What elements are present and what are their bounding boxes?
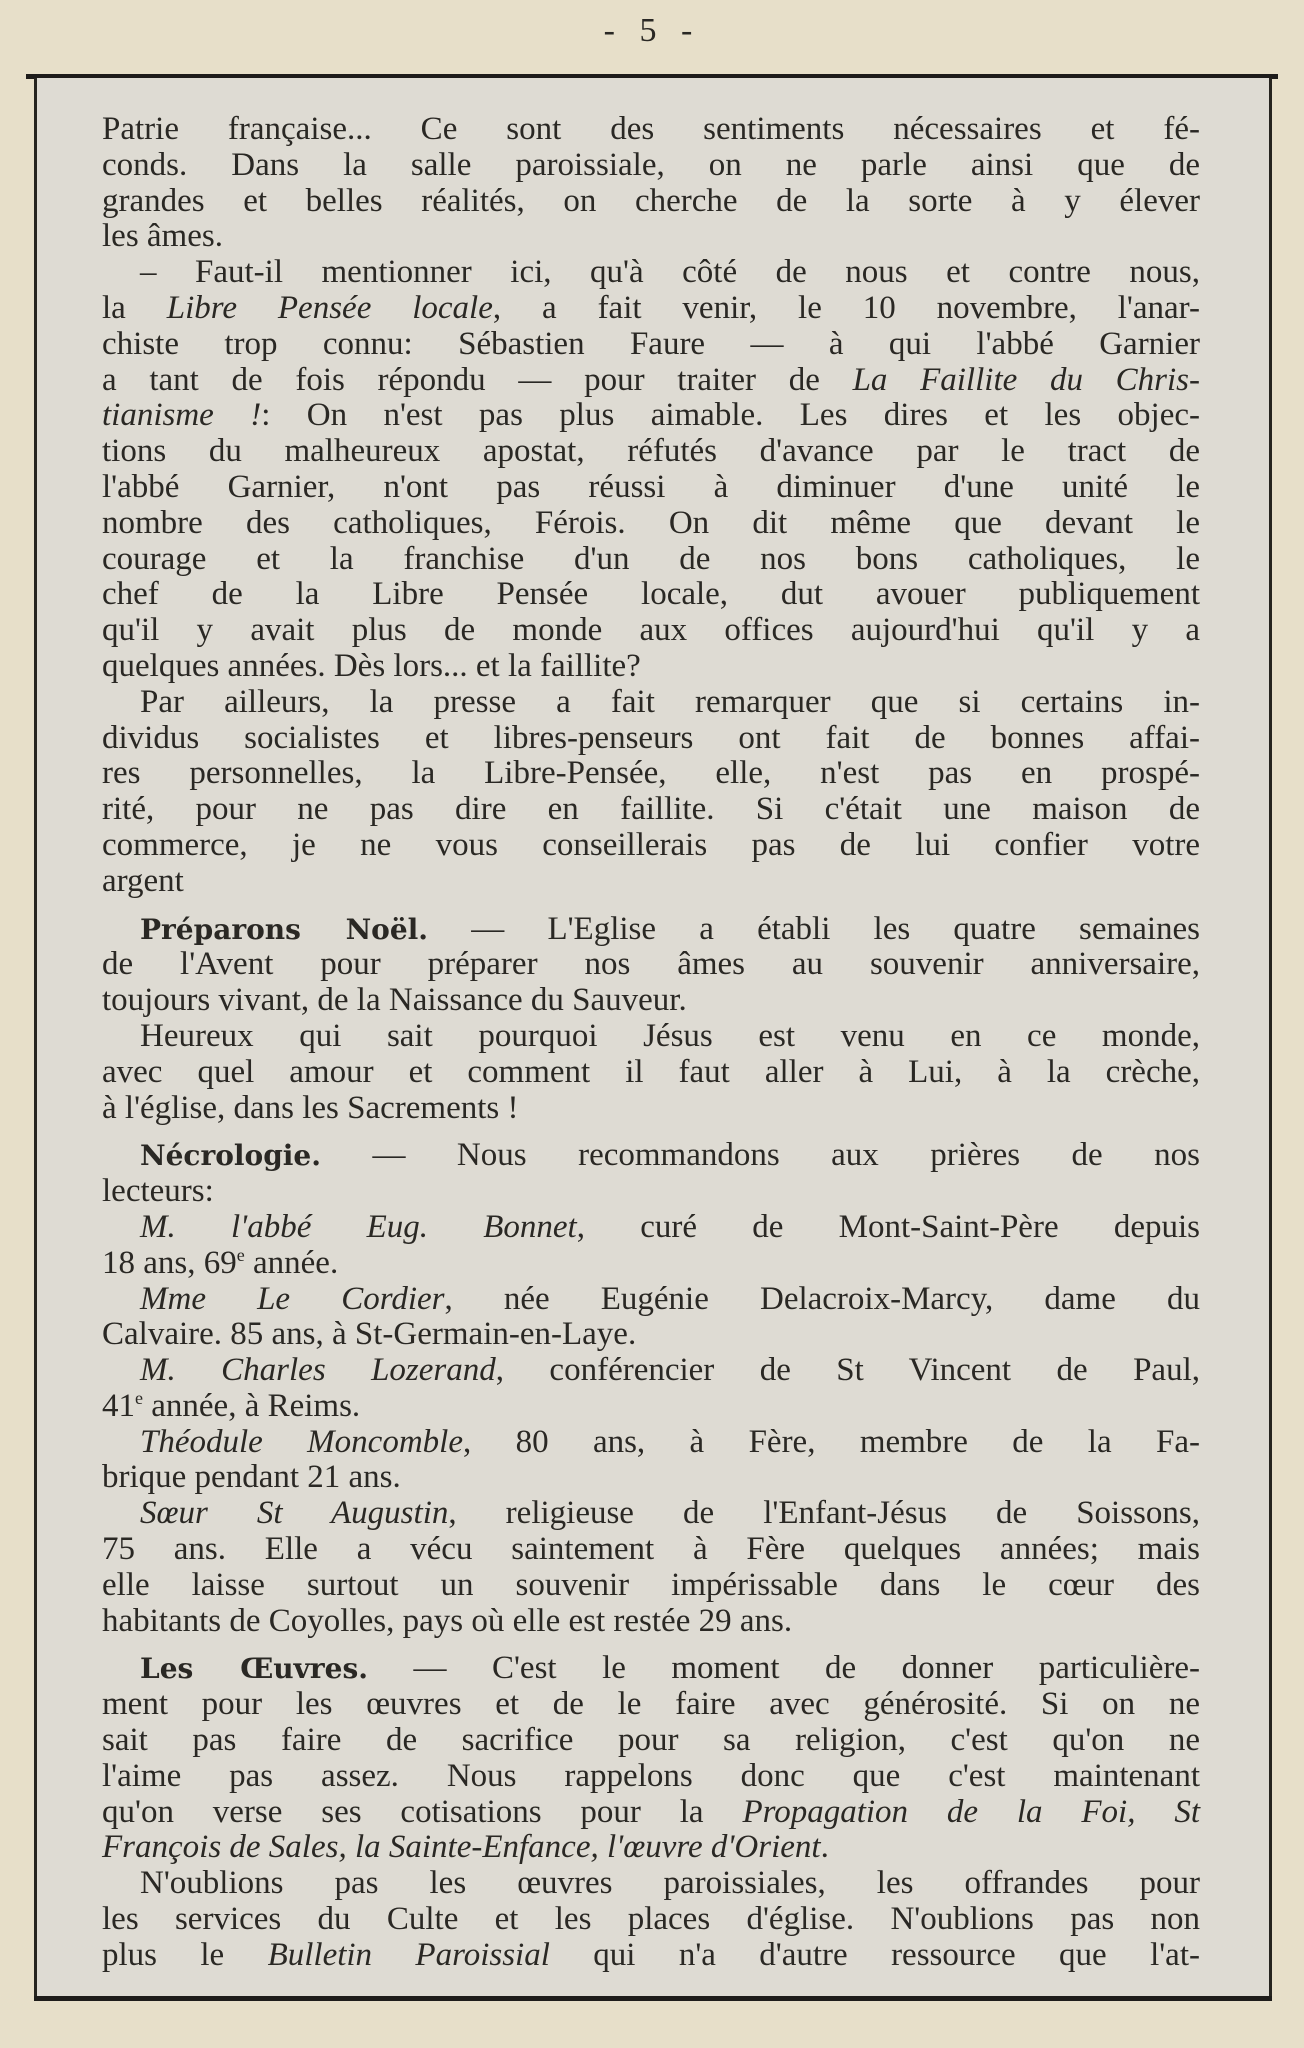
text-run: année, à Reims. xyxy=(143,1387,361,1424)
text-line xyxy=(102,506,1200,542)
text-line xyxy=(102,1902,1200,1938)
paragraph xyxy=(102,1425,1200,1497)
text-run: Calvaire. 85 ans, à St-Germain-en-Laye. xyxy=(102,1316,637,1353)
text-line xyxy=(102,1938,1200,1974)
text-run: les âmes. xyxy=(102,218,223,255)
superscript: e xyxy=(236,1244,245,1265)
text-run: res personnelles, la Libre-Pensée, elle, n'est pas en prospé- xyxy=(102,755,1200,792)
bottom-rule xyxy=(34,1996,1272,2001)
text-run: , née Eugénie Delacroix-Marcy, dame du xyxy=(444,1280,1200,1317)
article-body xyxy=(102,112,1200,1974)
text-line xyxy=(102,1866,1200,1902)
text-run: 75 ans. Elle a vécu saintement à Fère quelques années; mais xyxy=(102,1531,1200,1568)
text-line xyxy=(102,1389,1200,1425)
text-line xyxy=(102,1091,1200,1127)
text-line xyxy=(102,1568,1200,1604)
paragraph xyxy=(102,1210,1200,1282)
text-run: a tant de fois répondu — pour traiter de xyxy=(102,361,853,398)
text-run: 18 ans, 69 xyxy=(102,1244,237,1281)
text-run: 41 xyxy=(102,1387,135,1424)
text-line xyxy=(102,792,1200,828)
section-heading: Préparons Noël. xyxy=(140,912,429,946)
text-line xyxy=(102,1532,1200,1568)
text-run: chiste trop connu: Sébastien Faure — à qui l'abbé Garnier xyxy=(102,325,1200,362)
text-run: plus le xyxy=(102,1936,268,1973)
italic-text: François de Sales, la Sainte-Enfance, l'œuvre d'Orient xyxy=(102,1829,821,1866)
text-run: ment pour les œuvres et de le faire avec générosité. Si on ne xyxy=(102,1686,1200,1723)
text-line xyxy=(102,1496,1200,1532)
text-run: l'aime pas assez. Nous rappelons donc que c'est maintenant xyxy=(102,1757,1200,1794)
text-line xyxy=(102,1723,1200,1759)
text-run: , curé de Mont-Saint-Père depuis xyxy=(576,1208,1200,1245)
text-run: Heureux qui sait pourquoi Jésus est venu en ce monde, xyxy=(140,1017,1200,1054)
text-line xyxy=(102,1353,1200,1389)
text-line xyxy=(102,828,1200,864)
text-line xyxy=(102,1019,1200,1055)
paragraph xyxy=(102,1353,1200,1425)
text-line xyxy=(102,1795,1200,1831)
text-run: grandes et belles réalités, on cherche de la sorte à y élever xyxy=(102,182,1200,219)
paragraph xyxy=(102,1282,1200,1354)
text-line xyxy=(102,1604,1200,1640)
text-run: dividus socialistes et libres-penseurs ont fait de bonnes affai- xyxy=(102,719,1200,756)
text-run: rité, pour ne pas dire en faillite. Si c'était une maison de xyxy=(102,791,1200,828)
text-run: — C'est le moment de donner particulière- xyxy=(368,1650,1200,1687)
text-line xyxy=(102,1830,1200,1866)
text-line xyxy=(102,219,1200,255)
paragraph xyxy=(102,1866,1200,1973)
paragraph xyxy=(102,1138,1200,1210)
text-run: N'oublions pas les œuvres paroissiales, les offrandes pour xyxy=(140,1865,1200,1902)
text-run: commerce, je ne vous conseillerais pas de lui confier votre xyxy=(102,826,1200,863)
italic-text: Sœur St Augustin xyxy=(140,1495,449,1532)
text-line xyxy=(102,1317,1200,1353)
text-run: brique pendant 21 ans. xyxy=(102,1459,401,1496)
text-run: habitants de Coyolles, pays où elle est restée 29 ans. xyxy=(102,1602,793,1639)
paragraph xyxy=(102,1651,1200,1866)
text-line xyxy=(102,649,1200,685)
text-line xyxy=(102,434,1200,470)
paragraph xyxy=(102,912,1200,1019)
paragraph xyxy=(102,685,1200,900)
text-line xyxy=(102,1246,1200,1282)
text-run: — L'Eglise a établi les quatre semaines xyxy=(428,910,1201,947)
text-line xyxy=(102,291,1200,327)
text-run: avec quel amour et comment il faut aller à Lui, à la crèche, xyxy=(102,1053,1200,1090)
italic-text: La Faillite du Chris- xyxy=(852,361,1200,398)
text-line xyxy=(102,470,1200,506)
italic-text: M. Charles Lozerand xyxy=(140,1352,496,1389)
text-run: lecteurs: xyxy=(102,1173,214,1210)
text-line xyxy=(102,1282,1200,1318)
italic-text: tianisme ! xyxy=(102,397,262,434)
superscript: e xyxy=(135,1387,143,1408)
text-line xyxy=(102,184,1200,220)
text-run: argent xyxy=(102,862,184,899)
italic-text: Bulletin Paroissial xyxy=(267,1936,550,1973)
text-line xyxy=(102,577,1200,613)
text-run: qui n'a d'autre ressource que l'at- xyxy=(549,1936,1200,1973)
text-line xyxy=(102,542,1200,578)
italic-text: Théodule Moncomble xyxy=(140,1423,463,1460)
text-line xyxy=(102,983,1200,1019)
text-run: Par ailleurs, la presse a fait remarquer que si certains in- xyxy=(140,683,1200,720)
text-line xyxy=(102,1174,1200,1210)
text-run: toujours vivant, de la Naissance du Sauveur. xyxy=(102,982,687,1019)
text-line xyxy=(102,1687,1200,1723)
text-line xyxy=(102,613,1200,649)
text-run: les services du Culte et les places d'église. N'oublions pas non xyxy=(102,1901,1200,1938)
text-line xyxy=(102,327,1200,363)
italic-text: Mme Le Cordier xyxy=(140,1280,445,1317)
text-line xyxy=(102,685,1200,721)
text-line xyxy=(102,864,1200,900)
paragraph xyxy=(102,255,1200,685)
text-line xyxy=(102,1651,1200,1687)
text-run: quelques années. Dès lors... et la faillite? xyxy=(102,647,641,684)
text-line xyxy=(102,398,1200,434)
text-run: : On n'est pas plus aimable. Les dires et les objec- xyxy=(261,397,1200,434)
text-run: , a fait venir, le 10 novembre, l'anar- xyxy=(492,289,1200,326)
text-run: qu'on verse ses cotisations pour la xyxy=(102,1793,743,1830)
text-run: Patrie française... Ce sont des sentiments nécessaires et fé- xyxy=(102,111,1200,147)
text-run: , religieuse de l'Enfant-Jésus de Soissons, xyxy=(448,1495,1200,1532)
page-number: - 5 - xyxy=(603,12,701,49)
text-line xyxy=(102,1210,1200,1246)
paragraph xyxy=(102,112,1200,255)
paragraph xyxy=(102,1496,1200,1639)
text-run: tions du malheureux apostat, réfutés d'avance par le tract de xyxy=(102,433,1200,470)
text-line xyxy=(102,1138,1200,1174)
italic-text: Libre Pensée locale xyxy=(166,289,493,326)
text-line xyxy=(102,363,1200,399)
text-line xyxy=(102,947,1200,983)
section-heading: Nécrologie. xyxy=(140,1139,321,1173)
text-run: année. xyxy=(244,1244,339,1281)
text-line xyxy=(102,1425,1200,1461)
text-run: . xyxy=(820,1829,829,1866)
text-run: chef de la Libre Pensée locale, dut avouer publiquement xyxy=(102,576,1200,613)
text-line xyxy=(102,1055,1200,1091)
text-run: à l'église, dans les Sacrements ! xyxy=(102,1089,519,1126)
text-line xyxy=(102,721,1200,757)
text-run: qu'il y avait plus de monde aux offices aujourd'hui qu'il y a xyxy=(102,612,1200,649)
text-line xyxy=(102,1759,1200,1795)
text-line xyxy=(102,148,1200,184)
text-run: de l'Avent pour préparer nos âmes au souvenir anniversaire, xyxy=(102,946,1200,983)
text-run: courage et la franchise d'un de nos bons catholiques, le xyxy=(102,540,1200,577)
paragraph xyxy=(102,1019,1200,1126)
text-run: – Faut-il mentionner ici, qu'à côté de nous et contre nous, xyxy=(140,254,1200,291)
text-run: — Nous recommandons aux prières de nos xyxy=(320,1137,1200,1174)
italic-text: M. l'abbé Eug. Bonnet xyxy=(140,1208,577,1245)
text-line xyxy=(102,112,1200,148)
text-run: elle laisse surtout un souvenir impérissable dans le cœur des xyxy=(102,1566,1200,1603)
text-run: nombre des catholiques, Férois. On dit même que devant le xyxy=(102,504,1200,541)
text-line xyxy=(102,912,1200,948)
text-run: l'abbé Garnier, n'ont pas réussi à diminuer d'une unité le xyxy=(102,468,1200,505)
text-run: la xyxy=(102,289,167,326)
text-line xyxy=(102,1460,1200,1496)
text-run: sait pas faire de sacrifice pour sa religion, c'est qu'on ne xyxy=(102,1722,1200,1759)
section-heading: Les Œuvres. xyxy=(140,1652,368,1686)
text-line xyxy=(102,255,1200,291)
text-run: , conférencier de St Vincent de Paul, xyxy=(495,1352,1200,1389)
italic-text: Propagation de la Foi, St xyxy=(742,1793,1200,1830)
text-line xyxy=(102,756,1200,792)
text-run: conds. Dans la salle paroissiale, on ne parle ainsi que de xyxy=(102,146,1200,183)
text-run: , 80 ans, à Fère, membre de la Fa- xyxy=(462,1423,1200,1460)
